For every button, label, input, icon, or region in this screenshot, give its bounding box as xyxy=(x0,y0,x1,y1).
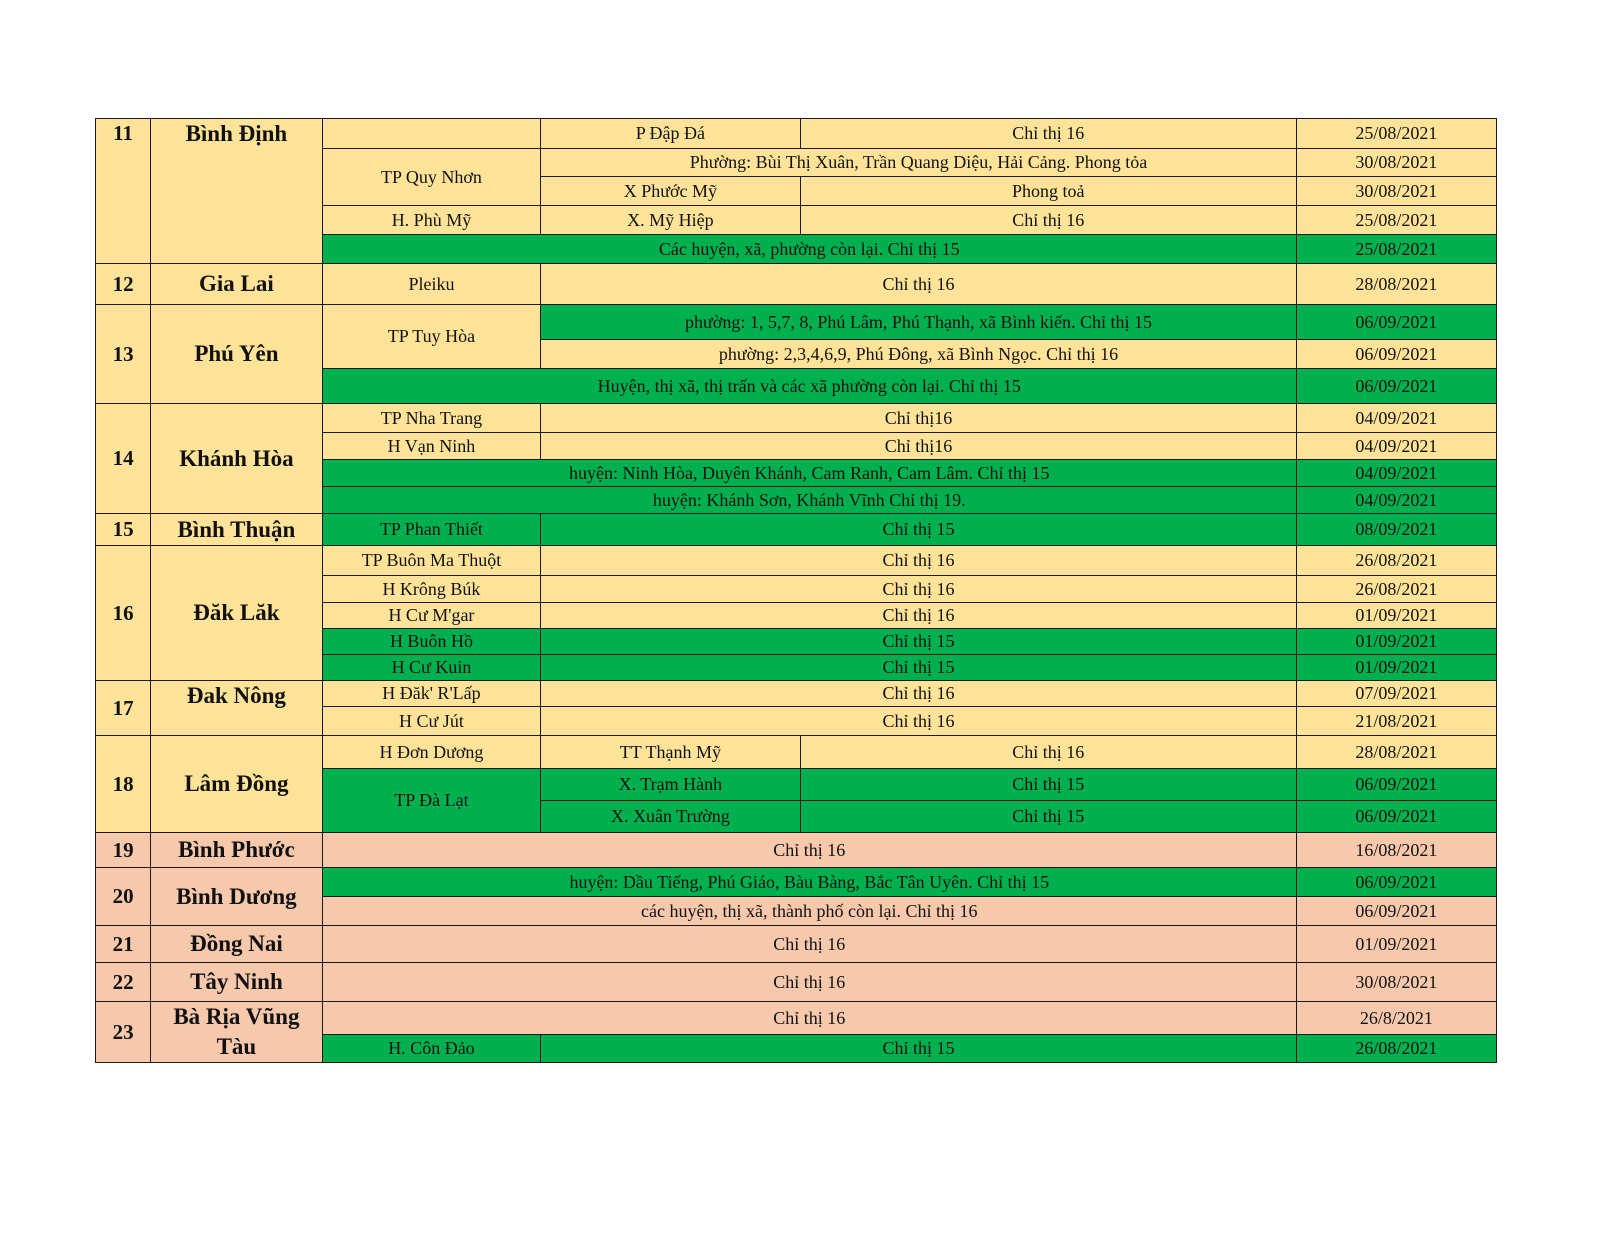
stt-cell: 20 xyxy=(96,868,151,926)
date-cell: 16/08/2021 xyxy=(1296,833,1496,868)
stt-cell: 11 xyxy=(96,119,151,264)
district-cell: H Krông Búk xyxy=(322,576,541,603)
district-cell: H Đơn Dương xyxy=(322,736,541,769)
measure-cell: Chỉ thị 15 xyxy=(800,801,1296,833)
date-cell: 06/09/2021 xyxy=(1296,369,1496,404)
measure-cell: Chỉ thị 16 xyxy=(322,833,1296,868)
measure-cell: Các huyện, xã, phường còn lại. Chỉ thị 15 xyxy=(322,235,1296,264)
measure-cell: Chỉ thị 16 xyxy=(800,736,1296,769)
measure-cell: Phong toả xyxy=(800,177,1296,206)
date-cell: 21/08/2021 xyxy=(1296,707,1496,736)
district-cell: H Buôn Hồ xyxy=(322,629,541,655)
district-cell: TP Buôn Ma Thuột xyxy=(322,546,541,576)
date-cell: 26/8/2021 xyxy=(1296,1002,1496,1035)
unit-cell: X. Mỹ Hiệp xyxy=(541,206,800,235)
province-cell: Bình Định xyxy=(151,119,323,264)
date-cell: 04/09/2021 xyxy=(1296,433,1496,460)
district-cell: TP Quy Nhơn xyxy=(322,149,541,206)
province-cell: Đăk Lăk xyxy=(151,546,323,681)
date-cell: 30/08/2021 xyxy=(1296,149,1496,177)
table-row xyxy=(96,1002,1497,1035)
covid-measures-table xyxy=(95,118,1497,1063)
province-cell: Khánh Hòa xyxy=(151,404,323,514)
district-cell: H. Phù Mỹ xyxy=(322,206,541,235)
province-cell: Bà Rịa Vũng Tàu xyxy=(151,1002,323,1063)
measure-cell: Chỉ thị 16 xyxy=(800,119,1296,149)
stt-cell: 21 xyxy=(96,926,151,963)
district-cell: TP Đà Lạt xyxy=(322,769,541,833)
district-cell xyxy=(322,119,541,149)
district-cell: H Vạn Ninh xyxy=(322,433,541,460)
stt-cell: 18 xyxy=(96,736,151,833)
table-row xyxy=(96,305,1497,340)
date-cell: 26/08/2021 xyxy=(1296,1035,1496,1063)
stt-cell: 22 xyxy=(96,963,151,1002)
date-cell: 06/09/2021 xyxy=(1296,868,1496,897)
province-cell: Bình Dương xyxy=(151,868,323,926)
province-cell: Bình Phước xyxy=(151,833,323,868)
district-cell: H Đăk' R'Lấp xyxy=(322,681,541,707)
date-cell: 25/08/2021 xyxy=(1296,235,1496,264)
measure-cell: Chỉ thị 15 xyxy=(800,769,1296,801)
table-row xyxy=(96,736,1497,769)
table-row xyxy=(96,681,1497,707)
measure-cell: Chỉ thị16 xyxy=(541,433,1297,460)
stt-cell: 23 xyxy=(96,1002,151,1063)
measure-cell: Chỉ thị 15 xyxy=(541,514,1297,546)
date-cell: 30/08/2021 xyxy=(1296,177,1496,206)
table-row xyxy=(96,868,1497,897)
date-cell: 30/08/2021 xyxy=(1296,963,1496,1002)
measure-cell: Chỉ thị 15 xyxy=(541,1035,1297,1063)
measure-cell: Chỉ thị 16 xyxy=(800,206,1296,235)
unit-cell: X Phước Mỹ xyxy=(541,177,800,206)
date-cell: 01/09/2021 xyxy=(1296,926,1496,963)
province-cell: Lâm Đồng xyxy=(151,736,323,833)
measure-cell: huyện: Ninh Hòa, Duyên Khánh, Cam Ranh, Cam Lâm. Chỉ thị 15 xyxy=(322,460,1296,487)
date-cell: 26/08/2021 xyxy=(1296,576,1496,603)
table-row xyxy=(96,926,1497,963)
measure-cell: Chỉ thị 16 xyxy=(541,603,1297,629)
stt-cell: 12 xyxy=(96,264,151,305)
date-cell: 04/09/2021 xyxy=(1296,404,1496,433)
date-cell: 25/08/2021 xyxy=(1296,119,1496,149)
table-row xyxy=(96,514,1497,546)
district-cell: H Cư Kuin xyxy=(322,655,541,681)
province-cell: Đồng Nai xyxy=(151,926,323,963)
unit-cell: X. Trạm Hành xyxy=(541,769,800,801)
stt-cell: 15 xyxy=(96,514,151,546)
measure-cell: Chỉ thị 16 xyxy=(322,963,1296,1002)
date-cell: 01/09/2021 xyxy=(1296,603,1496,629)
province-cell: Tây Ninh xyxy=(151,963,323,1002)
date-cell: 01/09/2021 xyxy=(1296,655,1496,681)
measure-cell: Chỉ thị 15 xyxy=(541,655,1297,681)
stt-cell: 13 xyxy=(96,305,151,404)
measure-cell: phường: 2,3,4,6,9, Phú Đông, xã Bình Ngọc. Chỉ thị 16 xyxy=(541,340,1297,369)
date-cell: 04/09/2021 xyxy=(1296,460,1496,487)
table-row xyxy=(96,264,1497,305)
measure-cell: huyện: Khánh Sơn, Khánh Vĩnh Chỉ thị 19. xyxy=(322,487,1296,514)
date-cell: 25/08/2021 xyxy=(1296,206,1496,235)
measure-cell: Phường: Bùi Thị Xuân, Trần Quang Diệu, Hải Cảng. Phong tỏa xyxy=(541,149,1297,177)
date-cell: 06/09/2021 xyxy=(1296,340,1496,369)
district-cell: H Cư Jút xyxy=(322,707,541,736)
measure-cell: Chỉ thị 15 xyxy=(541,629,1297,655)
table-row xyxy=(96,963,1497,1002)
measure-cell: Chỉ thị 16 xyxy=(541,264,1297,305)
unit-cell: P Đập Đá xyxy=(541,119,800,149)
district-cell: TP Nha Trang xyxy=(322,404,541,433)
measure-cell: Chỉ thị 16 xyxy=(322,1002,1296,1035)
province-cell: Đak Nông xyxy=(151,681,323,736)
table-row xyxy=(96,546,1497,576)
district-cell: TP Phan Thiết xyxy=(322,514,541,546)
stt-cell: 17 xyxy=(96,681,151,736)
district-cell: TP Tuy Hòa xyxy=(322,305,541,369)
measure-cell: Chỉ thị 16 xyxy=(541,707,1297,736)
measure-cell: Chỉ thị16 xyxy=(541,404,1297,433)
province-cell: Bình Thuận xyxy=(151,514,323,546)
stt-cell: 14 xyxy=(96,404,151,514)
measure-cell: các huyện, thị xã, thành phố còn lại. Chỉ thị 16 xyxy=(322,897,1296,926)
table-row xyxy=(96,833,1497,868)
measure-cell: Chỉ thị 16 xyxy=(322,926,1296,963)
measure-cell: phường: 1, 5,7, 8, Phú Lâm, Phú Thạnh, xã Bình kiến. Chỉ thị 15 xyxy=(541,305,1297,340)
date-cell: 06/09/2021 xyxy=(1296,801,1496,833)
table-row xyxy=(96,119,1497,149)
date-cell: 06/09/2021 xyxy=(1296,305,1496,340)
district-cell: H. Côn Đảo xyxy=(322,1035,541,1063)
measure-cell: Chỉ thị 16 xyxy=(541,546,1297,576)
district-cell: Pleiku xyxy=(322,264,541,305)
measure-cell: Chỉ thị 16 xyxy=(541,681,1297,707)
date-cell: 07/09/2021 xyxy=(1296,681,1496,707)
unit-cell: TT Thạnh Mỹ xyxy=(541,736,800,769)
province-cell: Phú Yên xyxy=(151,305,323,404)
province-cell: Gia Lai xyxy=(151,264,323,305)
date-cell: 04/09/2021 xyxy=(1296,487,1496,514)
date-cell: 28/08/2021 xyxy=(1296,264,1496,305)
district-cell: H Cư M'gar xyxy=(322,603,541,629)
unit-cell: X. Xuân Trường xyxy=(541,801,800,833)
table-row xyxy=(96,404,1497,433)
date-cell: 28/08/2021 xyxy=(1296,736,1496,769)
date-cell: 08/09/2021 xyxy=(1296,514,1496,546)
measure-cell: Huyện, thị xã, thị trấn và các xã phường còn lại. Chỉ thị 15 xyxy=(322,369,1296,404)
measure-cell: huyện: Dầu Tiếng, Phú Giáo, Bàu Bàng, Bắc Tân Uyên. Chỉ thị 15 xyxy=(322,868,1296,897)
date-cell: 26/08/2021 xyxy=(1296,546,1496,576)
measure-cell: Chỉ thị 16 xyxy=(541,576,1297,603)
stt-cell: 19 xyxy=(96,833,151,868)
date-cell: 06/09/2021 xyxy=(1296,897,1496,926)
stt-cell: 16 xyxy=(96,546,151,681)
date-cell: 01/09/2021 xyxy=(1296,629,1496,655)
date-cell: 06/09/2021 xyxy=(1296,769,1496,801)
